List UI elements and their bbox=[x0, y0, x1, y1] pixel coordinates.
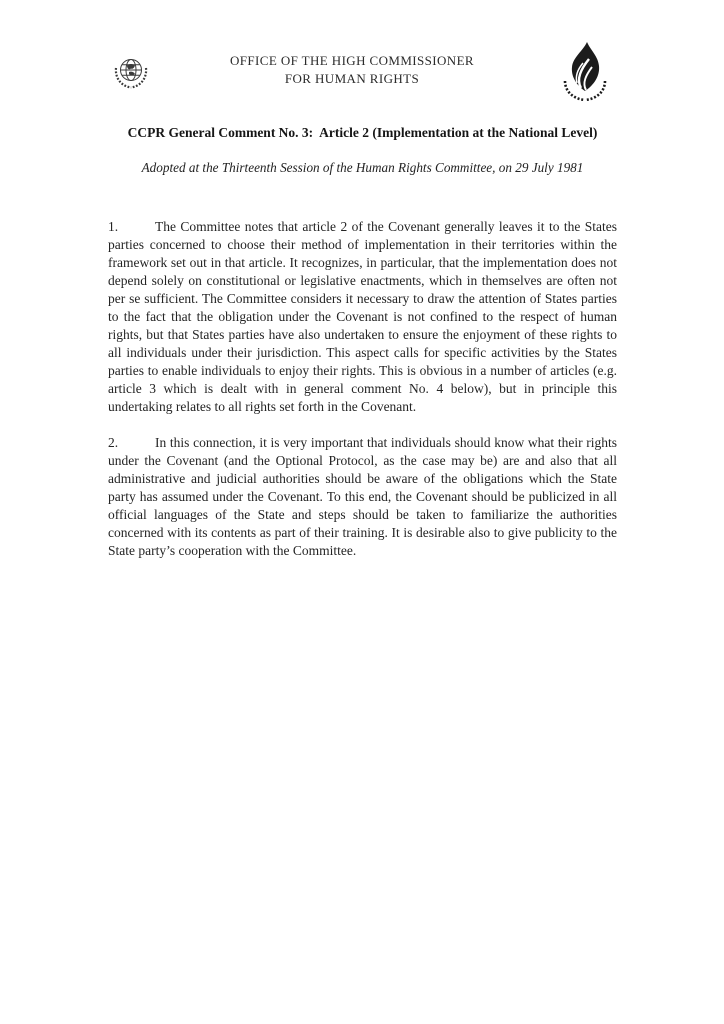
ohchr-flame-icon bbox=[560, 42, 610, 106]
paragraph-1-text: The Committee notes that article 2 of the Covenant generally leaves it to the States parties concerned to choose their method of implementation in their territories within the framework set out in that article. It recognizes, in particular, that the implementation does not depend solely on constitutional or legislative enactments, which in themselves are often not per se sufficient. The Committee considers it necessary to draw the attention of States parties to the fact that the obligation under the Covenant is not confined to the respect of human rights, but that States parties have also undertaken to ensure the enjoyment of these rights to all individuals under their jurisdiction. This aspect calls for specific activities by the States parties to enable individuals to enjoy their rights. This is obvious in a number of articles (e.g. article 3 which is dealt with in general comment No. 4 below), but in principle this undertaking relates to all rights set forth in the Covenant. bbox=[108, 219, 617, 414]
org-name-line1: OFFICE OF THE HIGH COMMISSIONER bbox=[229, 53, 475, 68]
org-name-line2: FOR HUMAN RIGHTS bbox=[284, 71, 420, 86]
paragraph-2-number: 2. bbox=[108, 435, 119, 450]
document-content bbox=[108, 123, 617, 560]
document-title: CCPR General Comment No. 3: Article 2 (Implementation at the National Level) bbox=[127, 125, 598, 140]
document-subtitle: Adopted at the Thirteenth Session of the Human Rights Committee, on 29 July 1981 bbox=[141, 160, 584, 175]
paragraph-2-text: In this connection, it is very important that individuals should know what their rights under the Covenant (and the Optional Protocol, as the case may be) are and also that all administrative and judicial authorities should be aware of the obligations which the State party has assumed under the Covenant. To this end, the Covenant should be publicized in all official languages of the State and steps should be taken to familiarize the authorities concerned with its contents as part of their training. It is desirable also to give publicity to the State party’s cooperation with the Committee. bbox=[108, 435, 617, 558]
paragraph-1-number: 1. bbox=[108, 219, 119, 234]
document-body bbox=[108, 218, 617, 560]
paragraph-2 bbox=[108, 434, 617, 560]
paragraph-1 bbox=[108, 218, 617, 416]
